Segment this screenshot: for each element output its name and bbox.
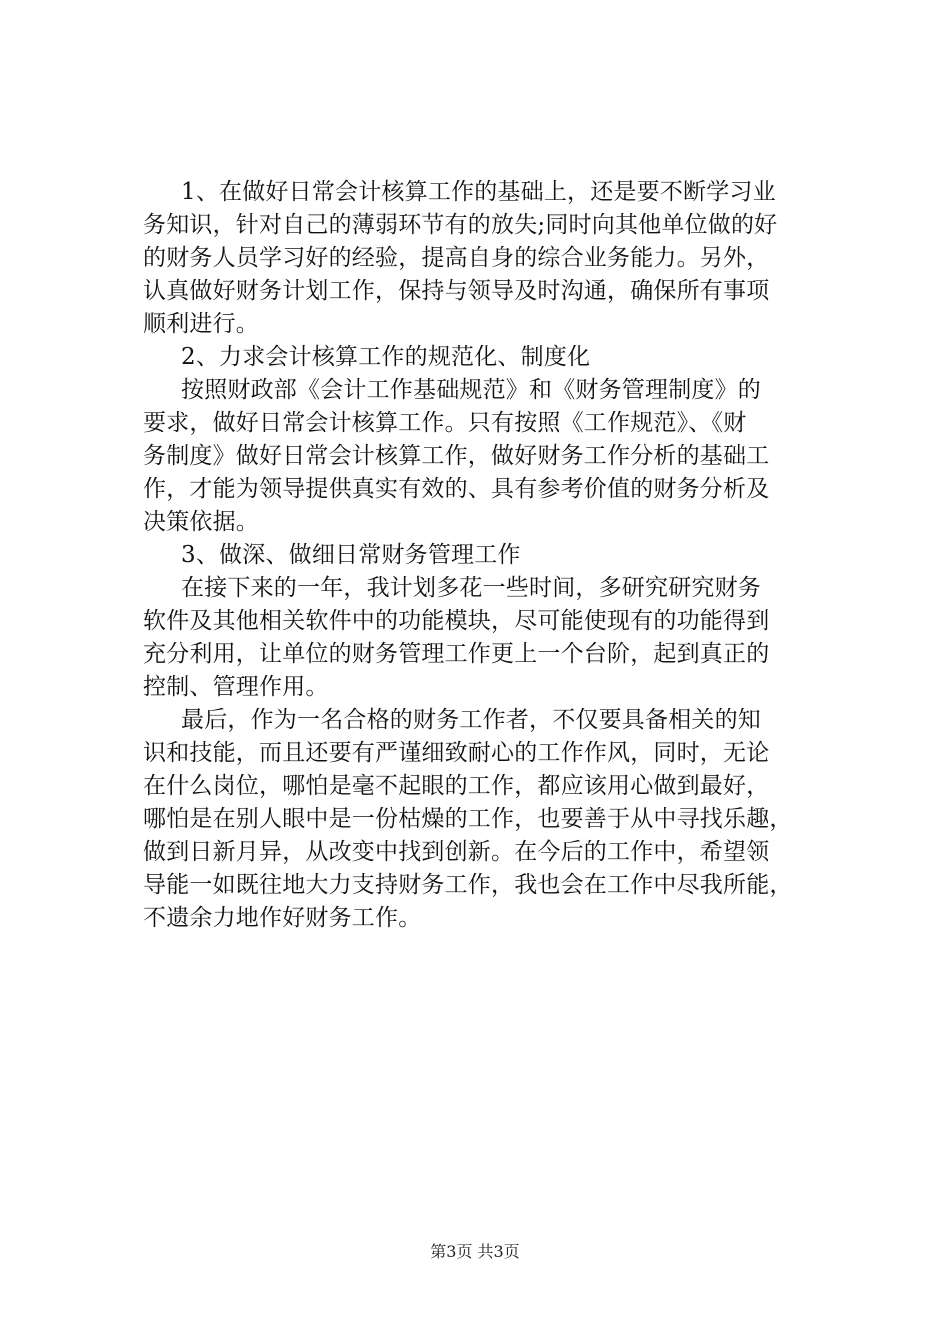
paragraph-line: 的财务人员学习好的经验，提高自身的综合业务能力。另外， [143, 245, 770, 271]
paragraph-line: 作，才能为领导提供真实有效的、具有参考价值的财务分析及 [143, 476, 770, 502]
paragraph-line: 按照财政部《会计工作基础规范》和《财务管理制度》的 [181, 377, 761, 403]
paragraph-line: 顺利进行。 [143, 311, 259, 337]
paragraph-line: 导能一如既往地大力支持财务工作，我也会在工作中尽我所能， [143, 872, 793, 898]
section-heading: 3、做深、做细日常财务管理工作 [181, 542, 521, 568]
paragraph-line: 识和技能，而且还要有严谨细致耐心的工作作风，同时，无论 [143, 740, 770, 766]
paragraph-line: 决策依据。 [143, 509, 259, 535]
paragraph-line: 充分利用，让单位的财务管理工作更上一个台阶，起到真正的 [143, 641, 770, 667]
paragraph-line: 在什么岗位，哪怕是毫不起眼的工作，都应该用心做到最好， [143, 773, 770, 799]
page-footer [0, 1242, 950, 1262]
document-body [143, 176, 843, 935]
paragraph-line: 1、在做好日常会计核算工作的基础上，还是要不断学习业 [181, 179, 776, 205]
section-heading: 2、力求会计核算工作的规范化、制度化 [181, 344, 591, 370]
paragraph-line: 务知识，针对自己的薄弱环节有的放失;同时向其他单位做的好 [143, 212, 778, 238]
page-number: 第3页 共3页 [430, 1242, 520, 1261]
paragraph-line: 哪怕是在别人眼中是一份枯燥的工作，也要善于从中寻找乐趣， [143, 806, 793, 832]
paragraph-line: 软件及其他相关软件中的功能模块，尽可能使现有的功能得到 [143, 608, 770, 634]
paragraph-line: 最后，作为一名合格的财务工作者，不仅要具备相关的知 [181, 707, 761, 733]
paragraph-line: 认真做好财务计划工作，保持与领导及时沟通，确保所有事项 [143, 278, 770, 304]
paragraph-line: 控制、管理作用。 [143, 674, 329, 700]
paragraph-line: 在接下来的一年，我计划多花一些时间，多研究研究财务 [181, 575, 761, 601]
paragraph-line: 务制度》做好日常会计核算工作，做好财务工作分析的基础工 [143, 443, 770, 469]
paragraph-line: 做到日新月异，从改变中找到创新。在今后的工作中，希望领 [143, 839, 770, 865]
paragraph-line: 不遗余力地作好财务工作。 [143, 905, 422, 931]
paragraph-line: 要求，做好日常会计核算工作。只有按照《工作规范》、《财 [143, 410, 747, 436]
